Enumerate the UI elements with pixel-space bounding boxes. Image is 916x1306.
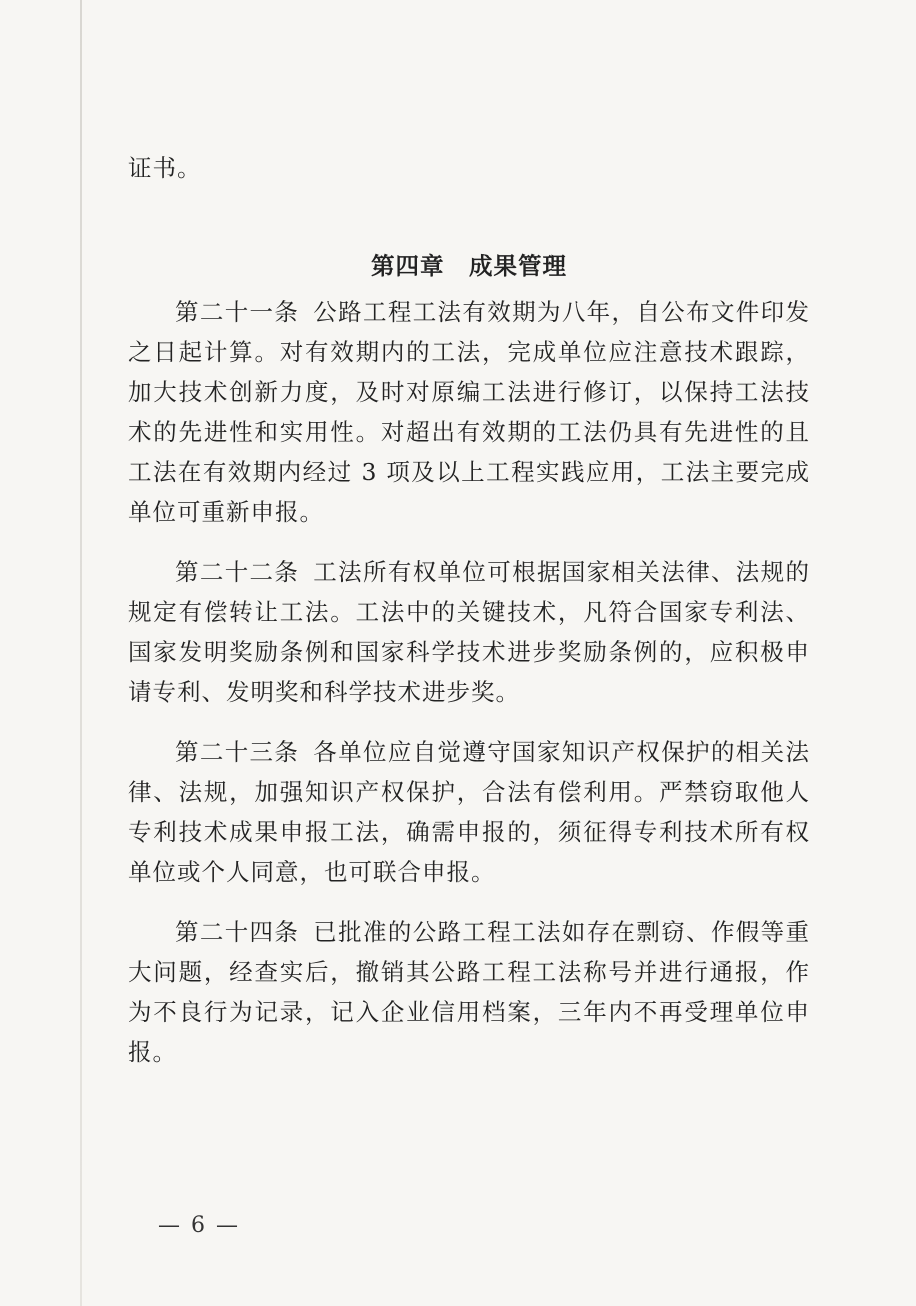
article-text: 各单位应自觉遵守国家知识产权保护的相关法律、法规，加强知识产权保护，合法有偿利用。严禁窃取他人专利技术成果申报工法，确需申报的，须征得专利技术所有权单位或个人同意，也可联合申报。 [128, 738, 811, 886]
article-text: 公路工程工法有效期为八年，自公布文件印发之日起计算。对有效期内的工法，完成单位应注意技术跟踪，加大技术创新力度，及时对原编工法进行修订，以保持工法技术的先进性和实用性。对超出有效期的工法仍具有先进性的且工法在有效期内经过 3 项及以上工程实践应用，工法主要完成单位可重新申报。 [128, 298, 811, 526]
article-24 [128, 912, 810, 1072]
article-23 [128, 732, 810, 892]
article-number: 第二十一条 [175, 298, 300, 326]
chapter-title: 第四章 成果管理 [371, 252, 567, 280]
lead-text: 证书。 [128, 154, 202, 182]
document-body [128, 148, 810, 1072]
article-text: 工法所有权单位可根据国家相关法律、法规的规定有偿转让工法。工法中的关键技术，凡符合国家专利法、国家发明奖励条例和国家科学技术进步奖励条例的，应积极申请专利、发明奖和科学技术进步奖。 [128, 558, 811, 706]
article-22 [128, 552, 810, 712]
article-number: 第二十二条 [175, 558, 300, 586]
article-number: 第二十三条 [175, 738, 300, 766]
binding-line [80, 0, 82, 1306]
article-number: 第二十四条 [175, 918, 300, 946]
page-number: — 6 — [158, 1213, 240, 1238]
article-text: 已批准的公路工程工法如存在剽窃、作假等重大问题，经查实后，撤销其公路工程工法称号并进行通报，作为不良行为记录，记入企业信用档案，三年内不再受理单位申报。 [128, 918, 811, 1066]
article-21 [128, 292, 810, 532]
